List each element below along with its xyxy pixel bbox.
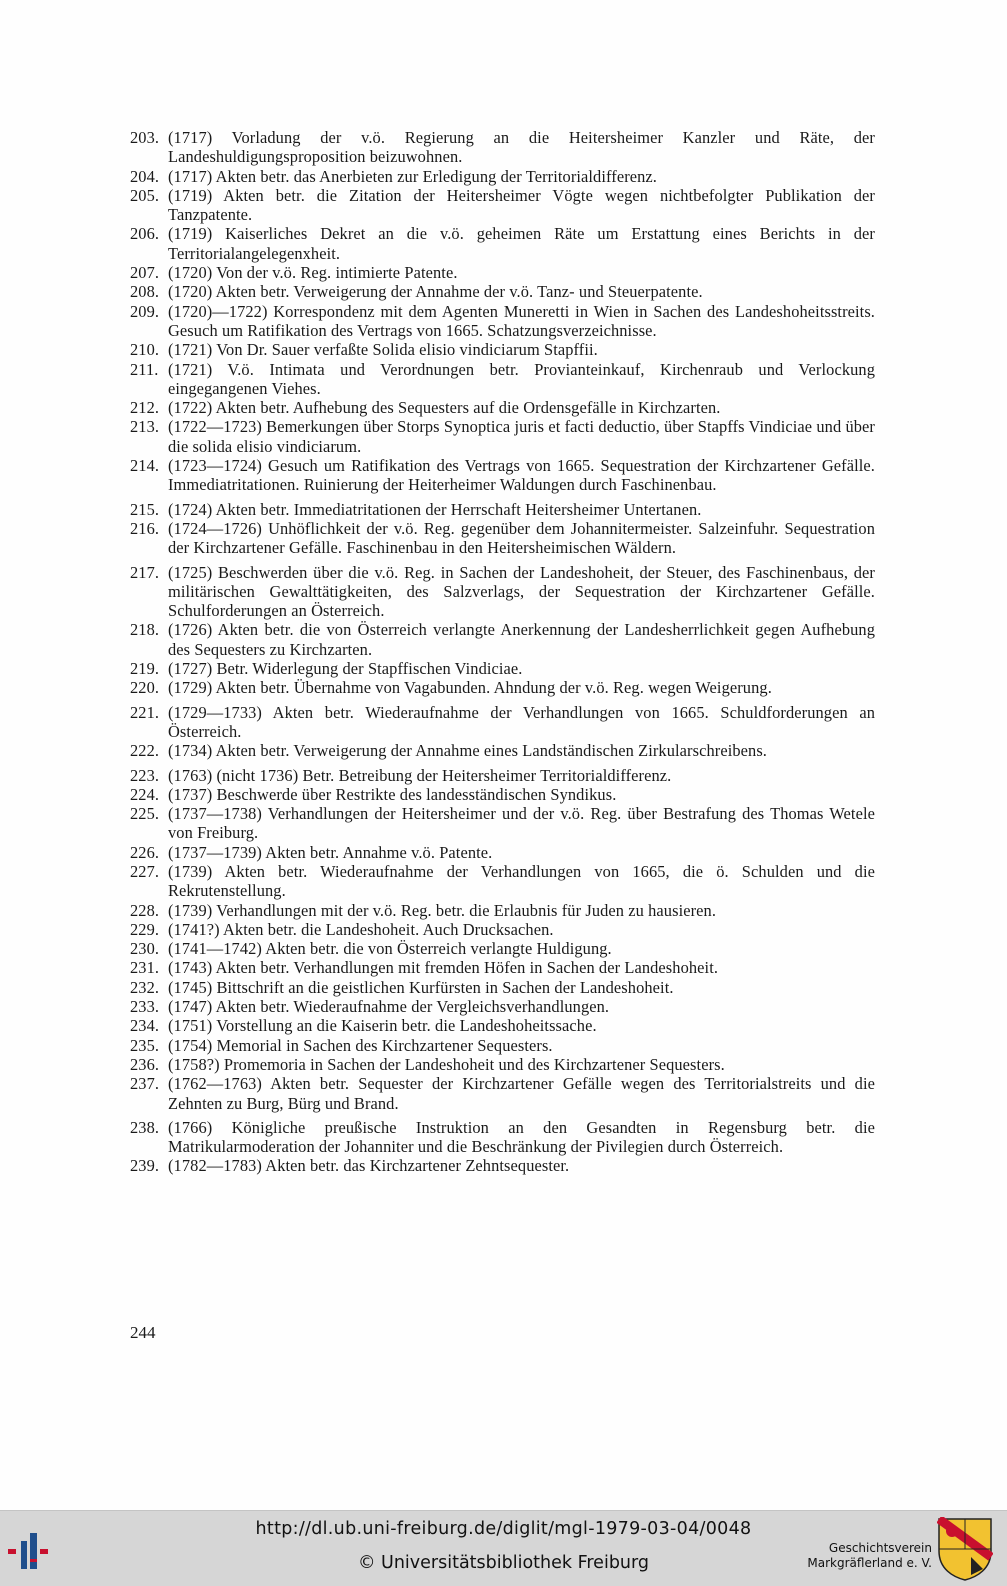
- entry-number: 227.: [130, 861, 160, 881]
- archive-entry: [130, 958, 875, 977]
- entry-number: 213.: [130, 417, 160, 437]
- archive-entry: [130, 456, 875, 495]
- entry-number: 229.: [130, 919, 160, 939]
- entry-number: 220.: [130, 678, 160, 698]
- archive-entry: [130, 1156, 875, 1175]
- entry-number: 225.: [130, 804, 160, 824]
- entry-number: 204.: [130, 166, 160, 186]
- entry-text: (1721) Von Dr. Sauer verfaßte Solida elisio vindiciarum Stapffii.: [168, 340, 598, 360]
- entry-number: 210.: [130, 340, 160, 360]
- entry-text: (1719) Akten betr. die Zitation der Heitersheimer Vögte wegen nichtbefolgter Publikation der Tanzpatente.: [168, 185, 875, 225]
- entry-text: (1739) Akten betr. Wiederaufnahme der Verhandlungen von 1665, die ö. Schulden und die Rekrutenstellung.: [168, 861, 875, 901]
- archive-entry: [130, 901, 875, 920]
- entry-text: (1729—1733) Akten betr. Wiederaufnahme der Verhandlungen von 1665. Schuldforderungen an Österreich.: [168, 702, 875, 741]
- page-number: 244: [130, 1323, 156, 1342]
- entry-text: (1745) Bittschrift an die geistlichen Kurfürsten in Sachen der Landeshoheit.: [168, 977, 674, 997]
- archive-entry: [130, 186, 875, 225]
- entry-number: 218.: [130, 620, 160, 640]
- entry-number: 211.: [130, 359, 159, 379]
- entry-number: 217.: [130, 562, 160, 582]
- entry-number: 206.: [130, 224, 160, 244]
- entry-number: 215.: [130, 499, 160, 519]
- entry-text: (1725) Beschwerden über die v.ö. Reg. in Sachen der Landeshoheit, der Steuer, des Faschinenbaus, der militärischen Gewalttätigkeiten, des Salzverlags, der Sequestration der Kirchzartener Gefälle. Schulforderungen an Österreich.: [168, 562, 875, 621]
- entry-number: 212.: [130, 398, 160, 418]
- entry-text: (1729) Akten betr. Übernahme von Vagabunden. Ahndung der v.ö. Reg. wegen Weigerung.: [168, 678, 772, 698]
- archive-entry: [130, 519, 875, 558]
- archive-entry: [130, 500, 875, 519]
- entry-number: 233.: [130, 997, 160, 1017]
- archive-entry: [130, 563, 875, 621]
- entry-number: 203.: [130, 128, 160, 147]
- entry-number: 228.: [130, 900, 160, 920]
- archive-entry: [130, 360, 875, 399]
- entry-number: 239.: [130, 1156, 160, 1176]
- archive-entry: [130, 703, 875, 742]
- archive-entry: [130, 1118, 875, 1157]
- entry-number: 237.: [130, 1074, 160, 1094]
- archive-entry: [130, 1055, 875, 1074]
- entry-number: 222.: [130, 741, 160, 761]
- entry-text: (1739) Verhandlungen mit der v.ö. Reg. betr. die Erlaubnis für Juden zu hausieren.: [168, 900, 717, 920]
- entry-number: 235.: [130, 1035, 160, 1055]
- entry-text: (1782—1783) Akten betr. das Kirchzartener Zehntsequester.: [168, 1156, 570, 1176]
- entry-text: (1727) Betr. Widerlegung der Stapffischen Vindiciae.: [168, 659, 523, 679]
- entry-text: (1723—1724) Gesuch um Ratifikation des Vertrags von 1665. Sequestration der Kirchzartener Gefälle. Immediatritationen. Ruinierung der Heiterheimer Waldungen durch Faschinenbau.: [168, 456, 875, 495]
- entry-number: 216.: [130, 518, 160, 538]
- entry-number: 219.: [130, 659, 160, 679]
- entry-text: (1719) Kaiserliches Dekret an die v.ö. geheimen Räte um Erstattung eines Berichts in der Territorialangelegenxheit.: [168, 224, 875, 263]
- entry-text: (1726) Akten betr. die von Österreich verlangte Anerkennung der Landesherrlichkeit gegen Aufhebung des Sequesters zu Kirchzarten.: [168, 620, 875, 659]
- archive-entry: [130, 1074, 875, 1113]
- archive-entry: [130, 862, 875, 901]
- archive-entry: [130, 920, 875, 939]
- archive-entry: [130, 340, 875, 359]
- society-name-line2: Markgräflerland e. V.: [807, 1556, 932, 1570]
- entry-number: 209.: [130, 301, 160, 321]
- archive-entry: [130, 128, 875, 167]
- entry-text: (1737—1738) Verhandlungen der Heitersheimer und der v.ö. Reg. über Bestrafung des Thomas Wetele von Freiburg.: [168, 804, 875, 843]
- entry-text: (1722) Akten betr. Aufhebung des Sequesters auf die Ordensgefälle in Kirchzarten.: [168, 398, 721, 418]
- entry-text: (1766) Königliche preußische Instruktion an den Gesandten in Regensburg betr. die Matrikularmoderation der Johanniter und die Beschränkung der Pivilegien durch Österreich.: [168, 1117, 875, 1157]
- entry-number: 207.: [130, 263, 160, 283]
- archive-entry: [130, 843, 875, 862]
- archive-entry-list: [130, 128, 875, 1176]
- archive-entry: [130, 263, 875, 282]
- entry-number: 234.: [130, 1016, 160, 1036]
- entry-text: (1737—1739) Akten betr. Annahme v.ö. Patente.: [168, 842, 493, 862]
- entry-number: 208.: [130, 282, 160, 302]
- archive-entry: [130, 620, 875, 659]
- coat-of-arms-icon[interactable]: [937, 1517, 993, 1581]
- society-name: [792, 1541, 932, 1571]
- entry-text: (1758?) Promemoria in Sachen der Landeshoheit und des Kirchzartener Sequesters.: [168, 1054, 725, 1074]
- entry-text: (1734) Akten betr. Verweigerung der Annahme eines Landständischen Zirkularschreibens.: [168, 741, 767, 761]
- archive-entry: [130, 678, 875, 697]
- entry-number: 238.: [130, 1117, 160, 1137]
- entry-text: (1743) Akten betr. Verhandlungen mit fremden Höfen in Sachen der Landeshoheit.: [168, 958, 719, 978]
- entry-number: 223.: [130, 765, 160, 785]
- entry-text: (1754) Memorial in Sachen des Kirchzartener Sequesters.: [168, 1035, 553, 1055]
- entry-number: 230.: [130, 939, 160, 959]
- entry-number: 232.: [130, 977, 160, 997]
- entry-text: (1747) Akten betr. Wiederaufnahme der Vergleichsverhandlungen.: [168, 997, 610, 1017]
- archive-entry: [130, 741, 875, 760]
- archive-entry: [130, 302, 875, 341]
- entry-number: 236.: [130, 1054, 160, 1074]
- archive-entry: [130, 417, 875, 456]
- entry-text: (1717) Vorladung der v.ö. Regierung an die Heitersheimer Kanzler und Räte, der Landeshuldigungsproposition beizuwohnen.: [168, 128, 875, 167]
- entry-text: (1720) Von der v.ö. Reg. intimierte Patente.: [168, 263, 458, 283]
- document-url-link[interactable]: http://dl.ub.uni-freiburg.de/diglit/mgl-1979-03-04/0048: [255, 1519, 752, 1539]
- archive-entry: [130, 659, 875, 678]
- entry-text: (1722—1723) Bemerkungen über Storps Synoptica juris et facti deductio, über Stapffs Vindiciae und über die solida elisio vindiciarum.: [168, 417, 875, 456]
- archive-entry: [130, 997, 875, 1016]
- archive-entry: [130, 282, 875, 301]
- archive-entry: [130, 398, 875, 417]
- entry-text: (1724—1726) Unhöflichkeit der v.ö. Reg. gegenüber dem Johannitermeister. Salzeinfuhr. Sequestration der Kirchzartener Gefälle. Faschinenbau in den Heitersheimischen Wäldern.: [168, 518, 875, 558]
- entry-number: 226.: [130, 842, 160, 862]
- entry-text: (1741?) Akten betr. die Landeshoheit. Auch Drucksachen.: [168, 919, 554, 939]
- archive-entry: [130, 978, 875, 997]
- archive-entry: [130, 804, 875, 843]
- entry-text: (1741—1742) Akten betr. die von Österreich verlangte Huldigung.: [168, 939, 612, 959]
- entry-text: (1721) V.ö. Intimata und Verordnungen betr. Provianteinkauf, Kirchenraub und Verlockung eingegangenen Viehes.: [168, 359, 875, 398]
- archive-entry: [130, 785, 875, 804]
- archive-entry: [130, 167, 875, 186]
- entry-text: (1720) Akten betr. Verweigerung der Annahme der v.ö. Tanz- und Steuerpatente.: [168, 282, 703, 302]
- entry-number: 214.: [130, 456, 160, 476]
- archive-entry: [130, 224, 875, 263]
- entry-text: (1763) (nicht 1736) Betr. Betreibung der Heitersheimer Territorialdifferenz.: [168, 765, 672, 785]
- entry-text: (1737) Beschwerde über Restrikte des landesständischen Syndikus.: [168, 784, 617, 804]
- archive-entry: [130, 1036, 875, 1055]
- archive-entry: [130, 766, 875, 785]
- entry-text: (1751) Vorstellung an die Kaiserin betr. die Landeshoheitssache.: [168, 1016, 597, 1036]
- entry-number: 205.: [130, 185, 160, 205]
- entry-number: 224.: [130, 784, 160, 804]
- entry-number: 231.: [130, 958, 160, 978]
- entry-text: (1724) Akten betr. Immediatritationen der Herrschaft Heitersheimer Untertanen.: [168, 499, 702, 519]
- archive-entry: [130, 939, 875, 958]
- society-name-line1: Geschichtsverein: [828, 1541, 932, 1555]
- footer-bar: [0, 1510, 1007, 1586]
- entry-number: 221.: [130, 702, 160, 722]
- archive-entry: [130, 1016, 875, 1035]
- entry-text: (1720)—1722) Korrespondenz mit dem Agenten Muneretti in Wien in Sachen des Landeshoheitsstreits. Gesuch um Ratifikation des Vertrags von 1665. Schatzungsverzeichnisse.: [168, 301, 875, 340]
- entry-text: (1717) Akten betr. das Anerbieten zur Erledigung der Territorialdifferenz.: [168, 166, 657, 186]
- copyright-text: © Universitätsbibliothek Freiburg: [357, 1553, 650, 1573]
- entry-text: (1762—1763) Akten betr. Sequester der Kirchzartener Gefälle wegen des Territorialstreits und die Zehnten zu Burg, Bürg und Brand.: [168, 1074, 875, 1113]
